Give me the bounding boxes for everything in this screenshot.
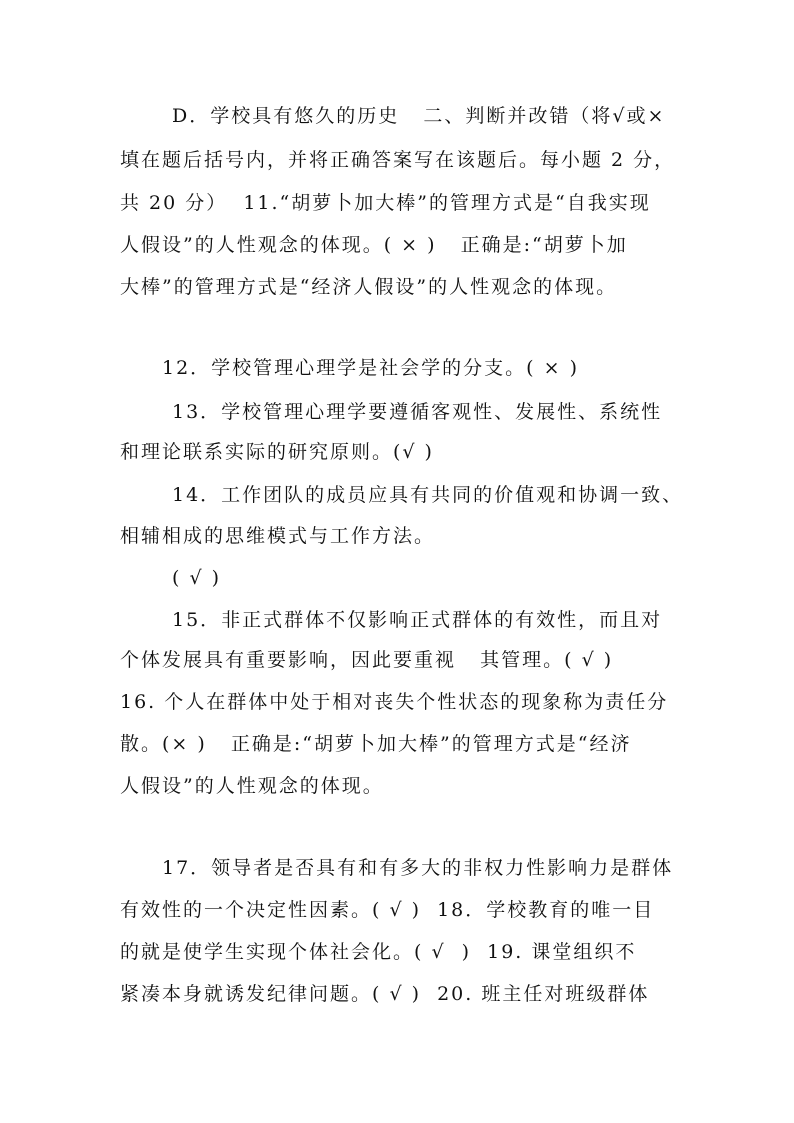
text-line-question-13-start: 13．学校管理心理学要遵循客观性、发展性、系统性: [172, 401, 663, 423]
text-line-section-instructions: 填在题后括号内，并将正确答案写在该题后。每小题 2 分，: [120, 149, 676, 171]
text-line-question-17-18: 有效性的一个决定性因素。( √ ) 18．学校教育的唯一目: [120, 899, 655, 921]
text-line-question-18-19: 的就是使学生实现个体社会化。( √ ) 19. 课堂组织不: [120, 941, 637, 963]
text-line-question-15-start: 15．非正式群体不仅影响正式群体的有效性，而且对: [172, 609, 663, 631]
text-line-question-11-answer: 人假设”的人性观念的体现。( × ) 正确是:“胡萝卜加: [120, 234, 628, 256]
text-line-question-14-start: 14．工作团队的成员应具有共同的价值观和协调一致、: [172, 484, 684, 506]
text-line-question-16-end: 人假设”的人性观念的体现。: [120, 775, 384, 797]
text-line-question-15-end: 个体发展具有重要影响，因此要重视 其管理。( √ ): [120, 649, 614, 671]
text-line-question-16-start: 16. 个人在群体中处于相对丧失个性状态的现象称为责任分: [120, 691, 669, 713]
text-line-question-17-start: 17．领导者是否具有和有多大的非权力性影响力是群体: [162, 857, 674, 879]
text-line-option-d-and-section-heading: D．学校具有悠久的历史 二、判断并改错（将√或×: [172, 105, 666, 127]
text-line-question-11-correction: 大棒”的管理方式是“经济人假设”的人性观念的体现。: [120, 276, 618, 298]
text-line-question-16-answer: 散。(× ) 正确是:“胡萝卜加大棒”的管理方式是“经济: [120, 733, 632, 755]
text-line-question-13-end: 和理论联系实际的研究原则。(√ ): [120, 441, 434, 463]
text-line-question-14-answer: ( √ ): [172, 567, 222, 589]
text-line-question-11-start: 共 20 分） 11.“胡萝卜加大棒”的管理方式是“自我实现: [120, 192, 651, 214]
text-line-question-19-20: 紧凑本身就诱发纪律问题。( √ ) 20. 班主任对班级群体: [120, 983, 650, 1005]
text-line-question-12: 12．学校管理心理学是社会学的分支。( × ): [162, 357, 580, 379]
text-line-question-14-middle: 相辅相成的思维模式与工作方法。: [120, 525, 436, 547]
